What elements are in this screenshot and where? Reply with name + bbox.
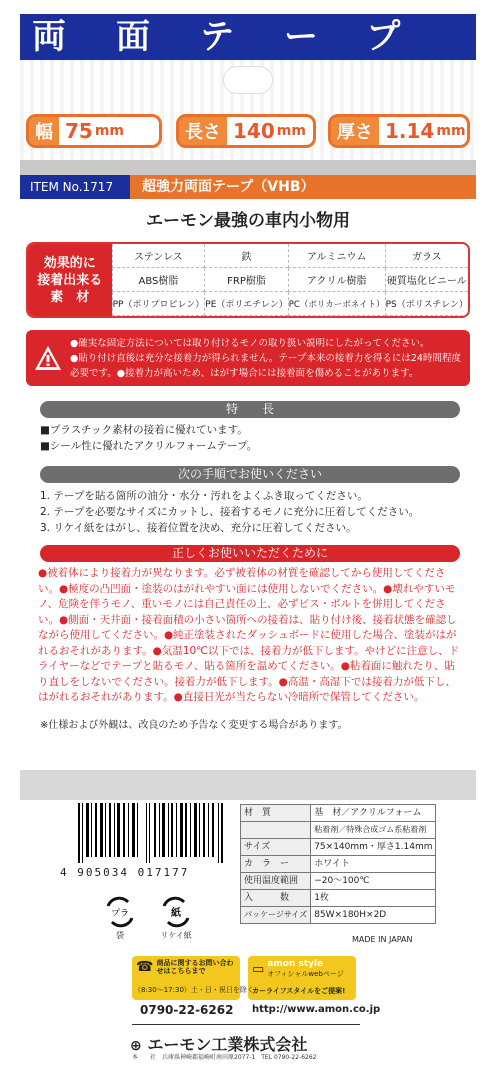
length-label: 長さ [179, 117, 227, 145]
spec-value: 75×140mm・厚さ1.14mm [311, 839, 436, 856]
thickness-label: 厚さ [331, 117, 379, 145]
barcode [76, 803, 226, 863]
material-cell: 鉄 [204, 244, 288, 268]
materials-heading: 効果的に 接着出来る 素 材 [28, 244, 112, 316]
features-list [40, 422, 476, 454]
monitor-icon: ▭ [252, 961, 265, 977]
material-cell: PE（ポリエチレン） [204, 292, 288, 316]
material-cell: アクリル樹脂 [288, 268, 385, 292]
thickness-spec [328, 114, 470, 148]
material-cell: アルミニウム [288, 244, 385, 268]
cautions-heading: 正しくお使いいただくために [40, 545, 460, 562]
bottom-gray-band [20, 770, 476, 800]
phone-icon: ☎ [136, 959, 154, 975]
spec-value: 基 材／アクリルフォーム [311, 805, 436, 822]
spec-key: 材 質 [241, 805, 311, 822]
barcode-number: 4 905034 017177 [60, 866, 190, 879]
material-cell: ガラス [385, 244, 468, 268]
material-cell: 硬質塩化ビニール [385, 268, 468, 292]
pla-recycle-icon [104, 896, 136, 928]
made-in: MADE IN JAPAN [352, 935, 413, 944]
spec-value: 85W×180H×2D [311, 907, 436, 924]
contact-tel: 0790-22-6262 [140, 1003, 234, 1017]
spec-table [240, 804, 436, 924]
web-url[interactable]: http://www.amon.co.jp [252, 1004, 381, 1015]
contact-hours: （8:30〜17:30）土・日・祝日を除く [134, 986, 254, 994]
spec-row [241, 873, 436, 890]
length-unit: mm [276, 123, 306, 139]
warning-line: ●確実な固定方法については取り付けるモノの取り扱い説明にしたがってください。 [70, 337, 430, 349]
cautions-text: ●被着体により接着力が異なります。必ず被着体の材質を確認してから使用してください。●極度の凸凹面・塗装のはがれやすい面には使用しないでください。●壊れやすいモノ、危険を伴うモノ、重いモノには自己責任の上、必ずビス・ボルトを併用してください。●側面・天井面・接着面積の小さい箇所への接着は、貼り付け後、接着状態を確認しながら使用してください。●純正塗装されたダッシュボードに使用した場合、塗装がはがれるおそれがあります。●気温10℃以下では、接着力が低下します。やけどに注意し、ドライヤーなどでテープと貼るモノ、貼る箇所を温めてください。●粘着面に触れたり、貼り直しをしないでください。接着力が低下します。●高温・高湿下では接着力が低下し、はがれるおそれがあります。●直接日光が当たらない冷暗所で保管してください。 [38, 567, 460, 703]
spec-value: 1枚 [311, 890, 436, 907]
width-value: 75 [65, 119, 93, 143]
warning-box [26, 330, 470, 386]
product-title: 両面テープ [32, 17, 451, 57]
width-unit: mm [94, 123, 125, 139]
item-name: 超強力両面テープ（VHB） [130, 175, 476, 199]
step-item: 3. リケイ紙をはがし、接着位置を決め、充分に圧着してください。 [40, 522, 357, 534]
spec-key: 入 数 [241, 890, 311, 907]
material-cell: PC（ポリカーボネイト） [288, 292, 385, 316]
materials-grid [112, 244, 468, 316]
spec-row [241, 822, 436, 839]
material-cell: FRP樹脂 [204, 268, 288, 292]
feature-item: ■シール性に優れたアクリルフォームテープ。 [40, 440, 258, 452]
spec-key: カ ラ ー [241, 856, 311, 873]
spec-value: ホワイト [311, 856, 436, 873]
spec-key: パッケージサイズ [241, 907, 311, 924]
warning-text [70, 336, 470, 381]
spec-row [241, 856, 436, 873]
product-subtitle: エーモン最強の車内小物用 [146, 211, 350, 231]
steps-list [40, 488, 476, 536]
company-address: 本 社 兵庫県神崎郡福崎町南田原2077-1 TEL 0790-22-6262 [132, 1054, 317, 1061]
item-bar [20, 175, 476, 199]
hang-hole [223, 66, 273, 94]
length-spec [176, 114, 316, 148]
spec-row [241, 890, 436, 907]
spec-key: サイズ [241, 839, 311, 856]
spec-key: 使用温度範囲 [241, 873, 311, 890]
spec-key [241, 822, 311, 839]
step-item: 2. テープを必要なサイズにカットし、接着するモノに充分に圧着してください。 [40, 506, 420, 518]
materials-table [26, 242, 470, 318]
paper-label: リケイ紙 [160, 931, 192, 940]
company-logo-icon: ⊕ [130, 1038, 142, 1054]
divider [132, 1024, 360, 1025]
material-cell: ステンレス [112, 244, 205, 268]
web-title: amon style [267, 959, 324, 969]
contact-header [132, 956, 240, 978]
features-heading: 特 長 [40, 401, 460, 418]
web-caption: カーライフスタイルをご提案! [252, 987, 346, 995]
bag-label: 袋 [116, 931, 124, 940]
spec-row [241, 907, 436, 924]
width-spec [26, 114, 162, 148]
spec-row [241, 839, 436, 856]
gray-band [20, 160, 476, 175]
material-cell: ABS樹脂 [112, 268, 205, 292]
paper-recycle-icon [160, 896, 192, 928]
company-name-text: エーモン工業株式会社 [147, 1035, 308, 1054]
spec-value: −20〜100℃ [311, 873, 436, 890]
thickness-value: 1.14 [385, 119, 435, 143]
length-value: 140 [233, 119, 275, 143]
steps-heading: 次の手順でお使いください [40, 466, 460, 483]
recycle-paper [160, 896, 192, 941]
pla-mark-text: プラ [110, 909, 130, 919]
spec-value: 粘着剤／特殊合成ゴム系粘着剤 [311, 822, 436, 839]
feature-item: ■プラスチック素材の接着に優れています。 [40, 424, 248, 436]
spec-row [241, 805, 436, 822]
item-number: ITEM No.1717 [20, 175, 130, 199]
web-subtitle: オフィシャルwebページ [267, 970, 344, 978]
contact-title: 商品に関するお問い合わせはこちらまで [156, 959, 234, 975]
warning-icon [26, 345, 70, 371]
notice-text: ※仕様および外観は、改良のため予告なく変更する場合があります。 [40, 720, 348, 731]
material-cell: PP（ポリプロピレン） [112, 292, 205, 316]
paper-mark-text: 紙 [171, 908, 181, 919]
step-item: 1. テープを貼る箇所の油分・水分・汚れをよくふき取ってください。 [40, 490, 368, 502]
material-cell: PS（ポリスチレン） [385, 292, 468, 316]
warning-line: ●貼り付け直後は充分な接着力が得られません。テープ本来の接着力を得るには24時間程度必要です。●接着力が高いため、はがす場合には接着面を傷めることがあります。 [70, 352, 461, 379]
recycle-bag [104, 896, 136, 941]
title-bar [20, 14, 476, 60]
web-header [248, 956, 356, 982]
thickness-unit: mm [436, 123, 466, 139]
width-label: 幅 [29, 117, 59, 145]
